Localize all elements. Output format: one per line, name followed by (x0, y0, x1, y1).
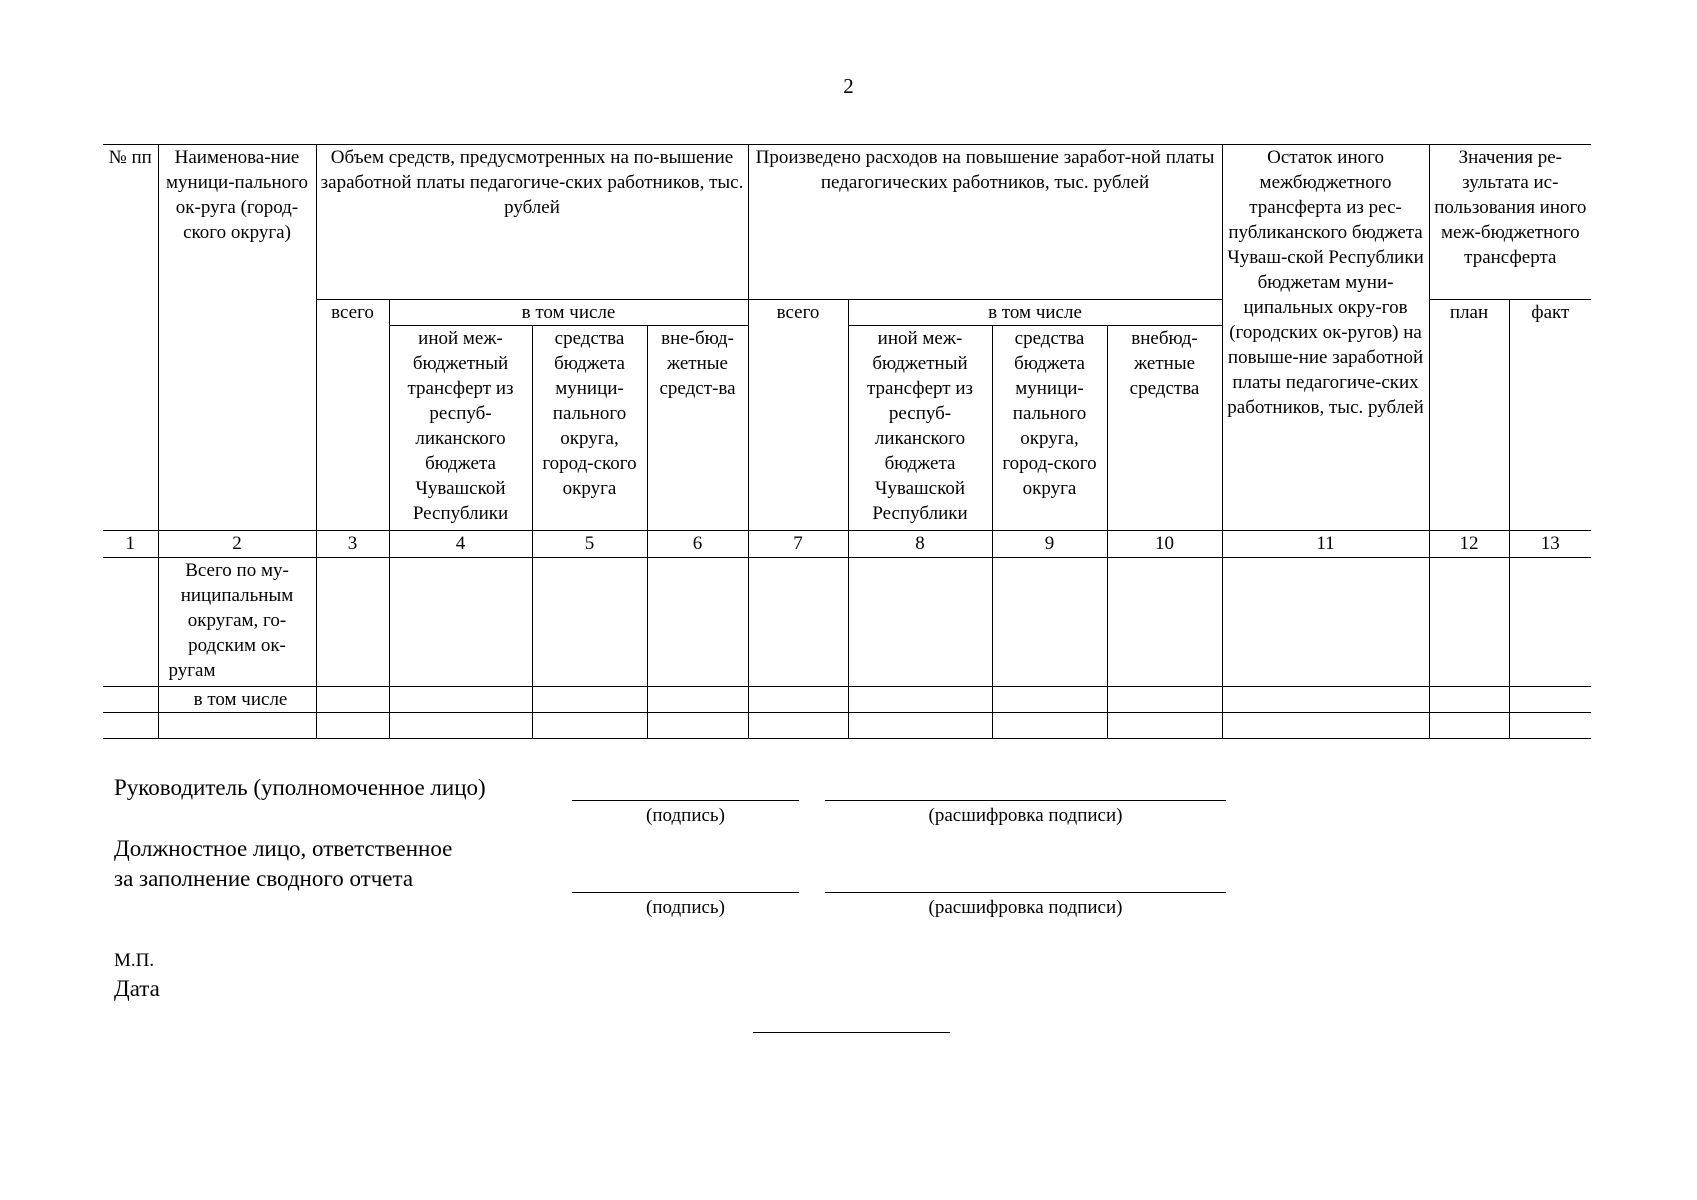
table-cell (532, 713, 647, 739)
table-row-total (103, 558, 1591, 687)
table-cell (1509, 713, 1591, 739)
subheader-transfer-1: иной меж-бюджетный трансферт из респуб-ликанского бюджета Чувашской Республики (389, 326, 532, 531)
page-number: 2 (843, 74, 854, 98)
column-number: 10 (1107, 531, 1222, 558)
head-decoding-line[interactable] (825, 800, 1226, 801)
table-cell (389, 687, 532, 713)
table-cell (316, 713, 389, 739)
table-cell (748, 558, 848, 687)
table-cell (389, 713, 532, 739)
table-cell (1509, 558, 1591, 687)
table-cell (992, 687, 1107, 713)
decoding-caption: (расшифровка подписи) (928, 897, 1123, 918)
column-number: 13 (1509, 531, 1591, 558)
column-number: 5 (532, 531, 647, 558)
table-cell (748, 687, 848, 713)
column-number: 12 (1429, 531, 1509, 558)
header-number: № пп (103, 145, 158, 531)
table-cell (1107, 687, 1222, 713)
table-cell (316, 558, 389, 687)
table-cell (158, 713, 316, 739)
table-cell (1222, 713, 1429, 739)
table-cell (647, 558, 748, 687)
subheader-municipal-budget-2: средства бюджета муници-пального округа, город-ского округа (992, 326, 1107, 531)
signature-caption: (подпись) (646, 805, 725, 826)
header-including-1: в том числе (389, 300, 748, 326)
column-number: 9 (992, 531, 1107, 558)
subheader-extrabudgetary-2: внебюд-жетные средства (1107, 326, 1222, 531)
table-cell (1429, 558, 1509, 687)
header-including-2: в том числе (848, 300, 1222, 326)
table-cell (389, 558, 532, 687)
header-result-values: Значения ре-зультата ис-пользования иного меж-бюджетного трансферта (1429, 145, 1591, 300)
table-cell (992, 558, 1107, 687)
row-total-label: Всего по му-ниципальным округам, го-родским ок-ругам (158, 558, 316, 687)
column-number: 2 (158, 531, 316, 558)
header-total-1: всего (316, 300, 389, 531)
official-signature-label-line1: Должностное лицо, ответственное (114, 836, 453, 861)
table-cell (848, 713, 992, 739)
column-number: 7 (748, 531, 848, 558)
header-total-2: всего (748, 300, 848, 531)
report-table (103, 144, 1591, 739)
date-label: Дата (114, 976, 160, 1001)
table-row-including (103, 687, 1591, 713)
subheader-transfer-2: иной меж-бюджетный трансферт из респуб-ликанского бюджета Чувашской Республики (848, 326, 992, 531)
table-cell (316, 687, 389, 713)
head-signature-label: Руководитель (уполномоченное лицо) (114, 775, 486, 800)
table-cell (848, 558, 992, 687)
table-cell (748, 713, 848, 739)
header-expenses-made: Произведено расходов на повышение заработ-ной платы педагогических работников, тыс. рублей (748, 145, 1222, 300)
table-cell (1107, 558, 1222, 687)
column-number: 6 (647, 531, 748, 558)
column-number: 3 (316, 531, 389, 558)
table-cell (1222, 558, 1429, 687)
table-cell (1429, 713, 1509, 739)
official-signature-label-line2: за заполнение сводного отчета (114, 866, 414, 891)
decoding-caption: (расшифровка подписи) (928, 805, 1123, 826)
table-cell (103, 558, 158, 687)
column-number: 4 (389, 531, 532, 558)
header-plan: план (1429, 300, 1509, 531)
table-cell (1107, 713, 1222, 739)
column-number: 1 (103, 531, 158, 558)
subheader-municipal-budget-1: средства бюджета муници-пального округа, город-ского округа (532, 326, 647, 531)
official-decoding-line[interactable] (825, 892, 1226, 893)
stamp-place-label: М.П. (114, 950, 155, 971)
header-district-name: Наименова-ние муници-пального ок-руга (город-ского округа) (158, 145, 316, 531)
header-transfer-balance: Остаток иного межбюджетного трансферта из рес-публиканского бюджета Чуваш-ской Республики бюджетам муни-ципальных окру-гов (городских ок-ругов) на повыше-ние заработной платы педагогиче-ских работников, тыс. рублей (1222, 145, 1429, 531)
column-number: 11 (1222, 531, 1429, 558)
date-line[interactable] (753, 1032, 950, 1033)
header-fact: факт (1509, 300, 1591, 531)
header-funds-volume: Объем средств, предусмотренных на по-вышение заработной платы педагогиче-ских работников, тыс. рублей (316, 145, 748, 300)
official-signature-line[interactable] (572, 892, 799, 893)
table-cell (1429, 687, 1509, 713)
table-row-empty (103, 713, 1591, 739)
table-cell (103, 687, 158, 713)
table-cell (992, 713, 1107, 739)
column-number: 8 (848, 531, 992, 558)
table-cell (848, 687, 992, 713)
signature-caption: (подпись) (646, 897, 725, 918)
table-cell (532, 558, 647, 687)
table-cell (1509, 687, 1591, 713)
row-including-label: в том числе (158, 687, 316, 713)
table-cell (532, 687, 647, 713)
table-cell (1222, 687, 1429, 713)
table-cell (647, 687, 748, 713)
table-cell (647, 713, 748, 739)
head-signature-line[interactable] (572, 800, 799, 801)
subheader-extrabudgetary-1: вне-бюд-жетные средст-ва (647, 326, 748, 531)
table-cell (103, 713, 158, 739)
